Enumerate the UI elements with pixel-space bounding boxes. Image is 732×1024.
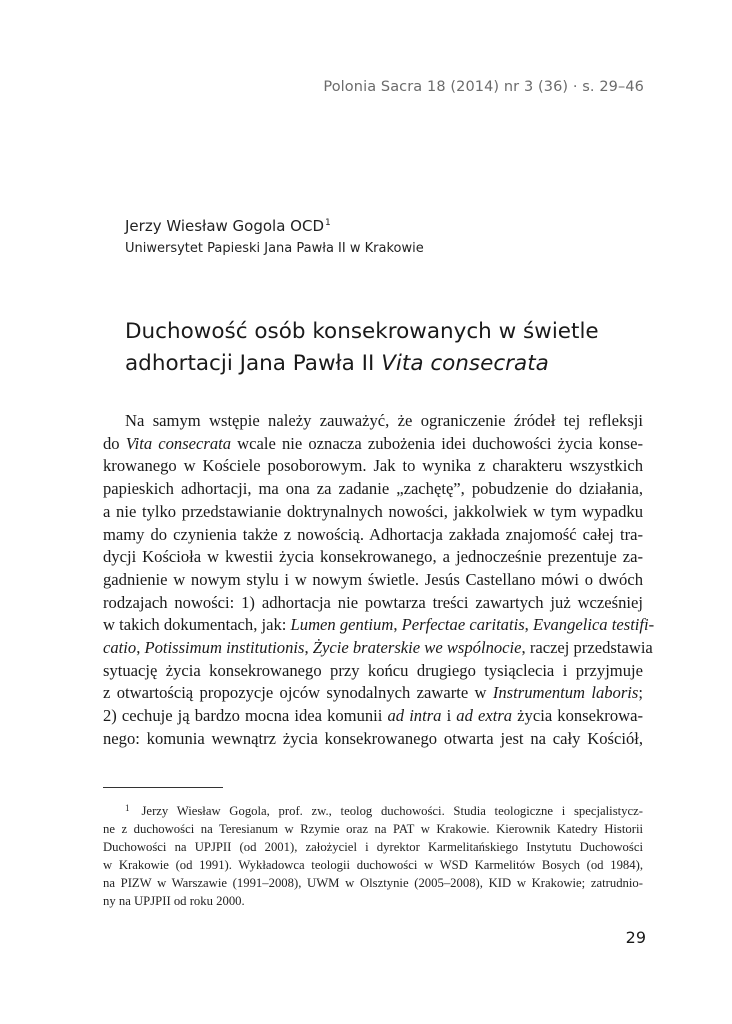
author-block [125, 213, 424, 259]
body-italic-run: Życie braterskie we wspólnocie [312, 638, 522, 658]
body-line [103, 705, 643, 728]
body-text-run: , [136, 638, 145, 658]
body-line: rodzajach nowości: 1) adhortacja nie powtarza treści zawartych już wcześniej [103, 592, 643, 612]
body-line [103, 682, 643, 705]
footnote-divider [103, 787, 223, 788]
body-text-run: do [103, 433, 126, 453]
footnote-line: Duchowości na UPJPII (od 2001), założyciel i dyrektor Karmelitańskiego Instytutu Duchowości [103, 840, 643, 855]
title-line-1: Duchowość osób konsekrowanych w świetle [125, 319, 599, 344]
body-line: mamy do czynienia także z nowością. Adhortacja zakłada znajomość całej tra- [103, 524, 643, 544]
body-line: gadnienie w nowym stylu i w nowym świetle. Jesús Castellano mówi o dwóch [103, 569, 643, 589]
body-italic-run: Perfectae caritatis [401, 615, 525, 635]
body-italic-run: ad extra [456, 706, 513, 726]
body-italic-run: Instrumentum laboris [492, 683, 639, 703]
body-italic-run: ad intra [387, 706, 442, 726]
author-footnote-ref[interactable]: 1 [325, 218, 331, 228]
article-title [125, 316, 645, 380]
title-line-2-italic: Vita consecrata [381, 351, 549, 376]
title-line-2-plain: adhortacji Jana Pawła II [125, 351, 382, 376]
body-line: dycji Kościoła w kwestii życia konsekrowanego, a jednocześnie prezentuje za- [103, 547, 643, 567]
footnote-line: na PIZW w Warszawie (1991–2008), UWM w Olsztynie (2005–2008), KID w Krakowie; zatrudnio- [103, 876, 643, 891]
footnote-line: ny na UPJPII od roku 2000. [103, 894, 245, 909]
body-italic-run: Lumen gentium [290, 615, 394, 635]
body-text-run: , [524, 615, 533, 635]
body-line: papieskich adhortacji, ma ona za zadanie „zachętę”, pobudzenie do działania, [103, 479, 643, 499]
footnote-line: ne z duchowości na Teresianum w Rzymie oraz na PAT w Krakowie. Kierownik Katedry Historii [103, 822, 643, 837]
body-line: Na samym wstępie należy zauważyć, że ograniczenie źródeł tej refleksji [125, 411, 643, 430]
journal-header: Polonia Sacra 18 (2014) nr 3 (36) · s. 29–46 [323, 79, 644, 95]
body-text-run: wcale nie oznacza zubożenia idei duchowości życia konse- [231, 433, 643, 453]
footnote [103, 799, 643, 911]
author-name-text: Jerzy Wiesław Gogola OCD [125, 217, 324, 235]
author-name [125, 213, 424, 236]
body-text-run: , [393, 615, 402, 635]
body-line [103, 433, 643, 456]
body-line: krowanego w Kościele posoborowym. Jak to wynika z charakteru wszystkich [103, 456, 643, 476]
body-text-run: , [304, 638, 313, 658]
page-number: 29 [625, 928, 646, 947]
body-paragraph [103, 410, 655, 751]
body-line: a nie tylko przedstawianie doktrynalnych nowości, jakkolwiek w tym wypadku [103, 501, 643, 521]
footnote-line: w Krakowie (od 1991). Wykładowca teologii duchowości w WSD Karmelitów Bosych (od 1984), [103, 858, 643, 873]
author-affiliation: Uniwersytet Papieski Jana Pawła II w Krakowie [125, 241, 424, 256]
body-text-run: ; [638, 683, 644, 703]
body-line: nego: komunia wewnątrz życia konsekrowanego otwarta jest na cały Kościół, [103, 728, 643, 748]
footnote-text-run: Jerzy Wiesław Gogola, prof. zw., teolog duchowości. Studia teologiczne i specjalistycz- [141, 804, 643, 818]
body-text-run: z otwartością propozycje ojców synodalnych zawarte w [103, 683, 493, 703]
body-italic-run: catio [103, 638, 137, 658]
body-line: sytuację życia konsekrowanego przy końcu drugiego tysiąclecia i przyjmuje [103, 660, 643, 680]
footnote-line [103, 799, 643, 820]
body-italic-run: Evangelica testifi- [532, 615, 655, 635]
body-line [103, 614, 655, 637]
body-text-run: i [441, 706, 457, 726]
footnote-marker: 1 [125, 803, 130, 813]
body-text-run: , raczej przedstawia [521, 638, 653, 658]
body-italic-run: Vita consecrata [125, 433, 232, 453]
body-line [103, 637, 653, 660]
body-text-run: w takich dokumentach, jak: [103, 615, 291, 635]
body-text-run: życia konsekrowa- [512, 706, 643, 726]
body-text-run: 2) cechuje ją bardzo mocna idea komunii [103, 706, 388, 726]
title-line-2 [125, 348, 645, 380]
body-italic-run: Potissimum institutionis [144, 638, 305, 658]
